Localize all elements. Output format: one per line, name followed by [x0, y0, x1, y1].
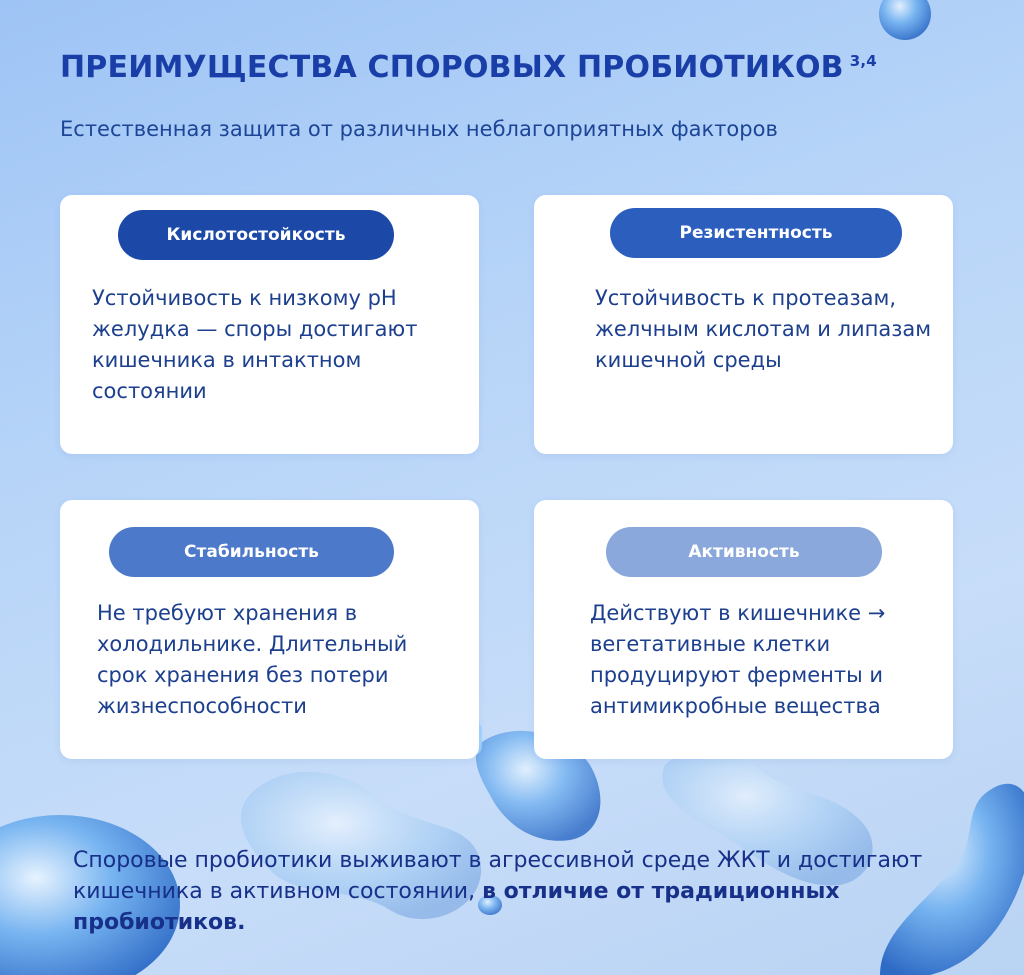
card-acid-resistance [60, 195, 479, 454]
card-activity [534, 500, 953, 759]
card-pill-stability: Стабильность [109, 527, 394, 577]
card-stability [60, 500, 479, 759]
page-title [60, 50, 877, 85]
card-resistance [534, 195, 953, 454]
card-text-acid-resistance: Устойчивость к низкому pH желудка — споры достигают кишечника в интактном состоянии [92, 286, 418, 403]
card-pill-activity: Активность [606, 527, 882, 577]
card-text-activity: Действуют в кишечнике → вегетативные клетки продуцируют ферменты и антимикробные вещества [590, 601, 886, 718]
card-pill-acid-resistance: Кислотостойкость [118, 210, 394, 260]
title-reference-superscript: 3,4 [849, 52, 877, 70]
footer-text: Споровые пробиотики выживают в агрессивной среде ЖКТ и достигают кишечника в активном состоянии, [73, 848, 923, 904]
card-text-stability: Не требуют хранения в холодильнике. Длительный срок хранения без потери жизнеспособности [97, 601, 408, 718]
page-subtitle: Естественная защита от различных неблагоприятных факторов [60, 117, 778, 141]
page-title-text: ПРЕИМУЩЕСТВА СПОРОВЫХ ПРОБИОТИКОВ [60, 50, 844, 85]
card-text-resistance: Устойчивость к протеазам, желчным кислотам и липазам кишечной среды [595, 286, 932, 372]
footer-emphasis: в отличие от традиционных пробиотиков. [73, 879, 840, 935]
footer-summary [73, 845, 933, 938]
card-pill-resistance: Резистентность [610, 208, 902, 258]
